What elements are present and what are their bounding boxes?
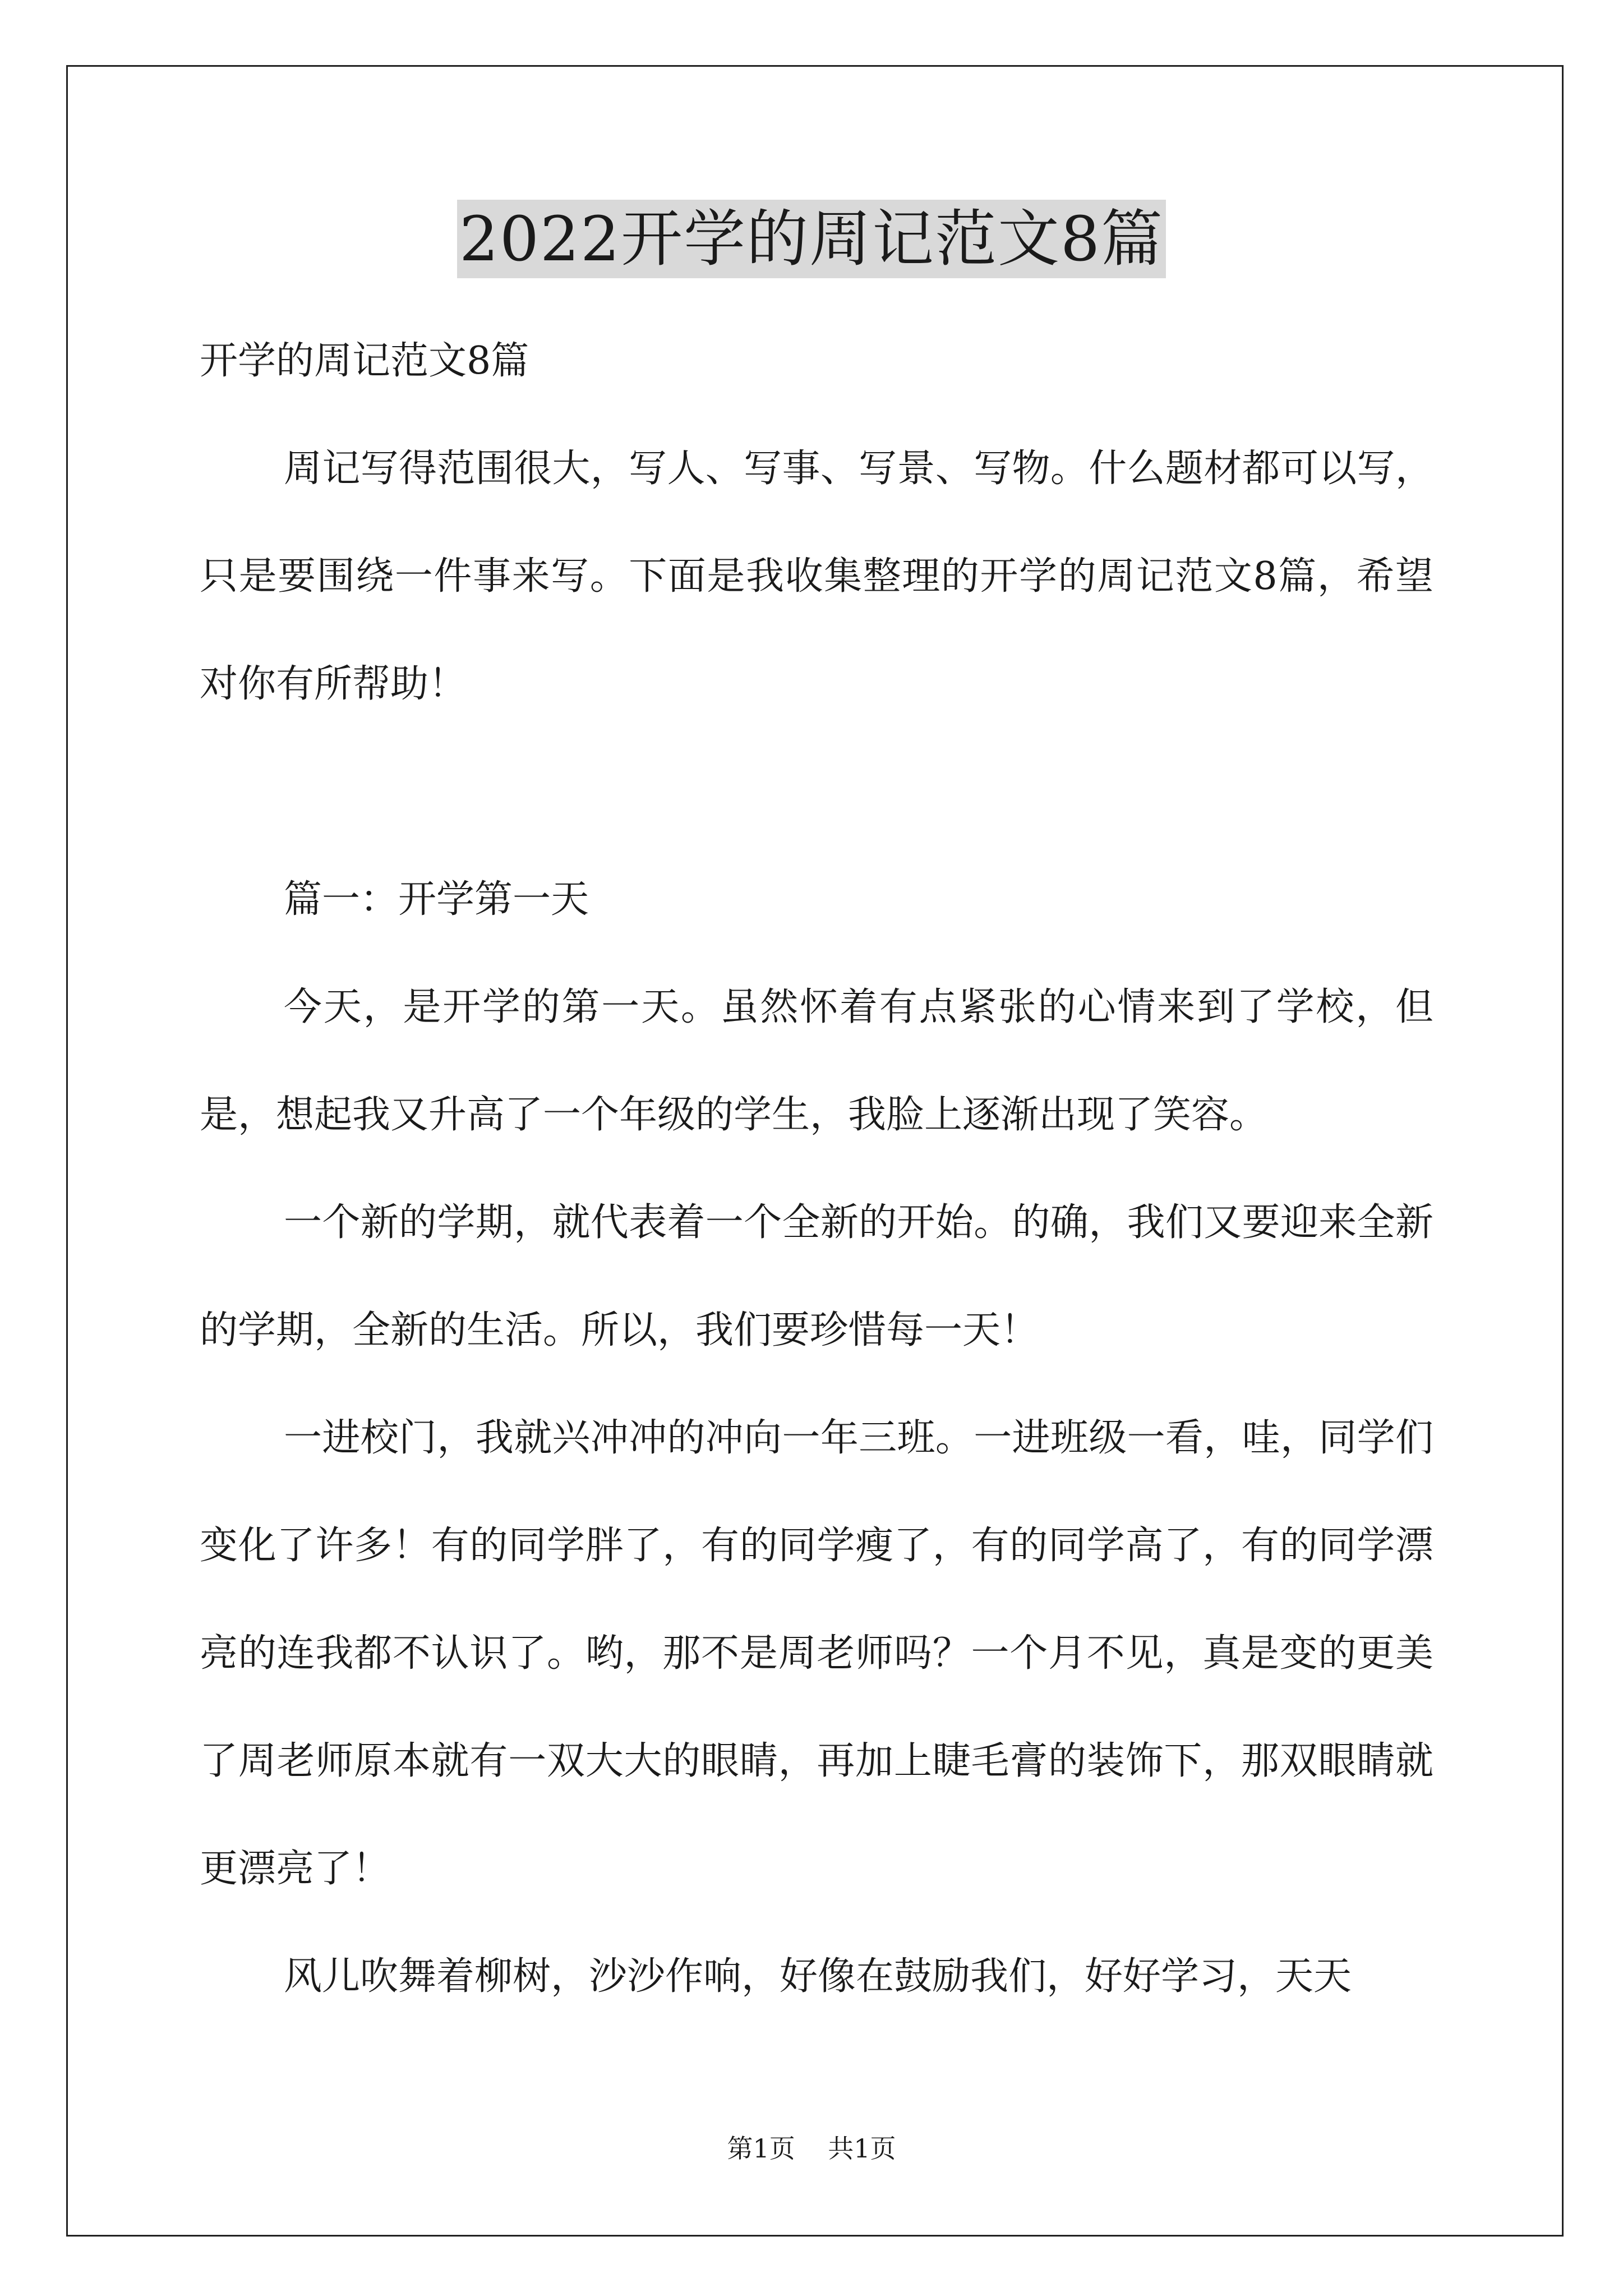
page-footer <box>0 2132 1623 2165</box>
page-total: 共1页 <box>828 2133 896 2164</box>
body-paragraph: 今天，是开学的第一天。虽然怀着有点紧张的心情来到了学校，但是，想起我又升高了一个年级的学生，我脸上逐渐出现了笑容。 <box>200 985 1433 1137</box>
page-number: 第1页 <box>727 2133 795 2164</box>
title-wrap <box>0 200 1623 278</box>
body-paragraph: 一个新的学期，就代表着一个全新的开始。的确，我们又要迎来全新的学期，全新的生活。所以，我们要珍惜每一天！ <box>200 1200 1433 1352</box>
section-spacer <box>200 738 1433 846</box>
document-title: 2022开学的周记范文8篇 <box>457 200 1166 278</box>
body-paragraph: 一进校门，我就兴冲冲的冲向一年三班。一进班级一看，哇，同学们变化了许多！有的同学胖了，有的同学瘦了，有的同学高了，有的同学漂亮的连我都不认识了。哟，那不是周老师吗？一个月不见，真是变的更美了周老师原本就有一双大大的眼睛，再加上睫毛膏的装饰下，那双眼睛就更漂亮了！ <box>200 1416 1433 1891</box>
document-body <box>200 307 1433 2031</box>
intro-paragraph: 周记写得范围很大，写人、写事、写景、写物。什么题材都可以写，只是要围绕一件事来写。下面是我收集整理的开学的周记范文8篇，希望对你有所帮助！ <box>200 447 1433 706</box>
footer-spacer <box>795 2133 828 2164</box>
section-heading: 篇一：开学第一天 <box>284 877 589 922</box>
document-subtitle: 开学的周记范文8篇 <box>200 339 529 383</box>
body-paragraph: 风儿吹舞着柳树，沙沙作响，好像在鼓励我们，好好学习，天天 <box>284 1954 1352 1999</box>
